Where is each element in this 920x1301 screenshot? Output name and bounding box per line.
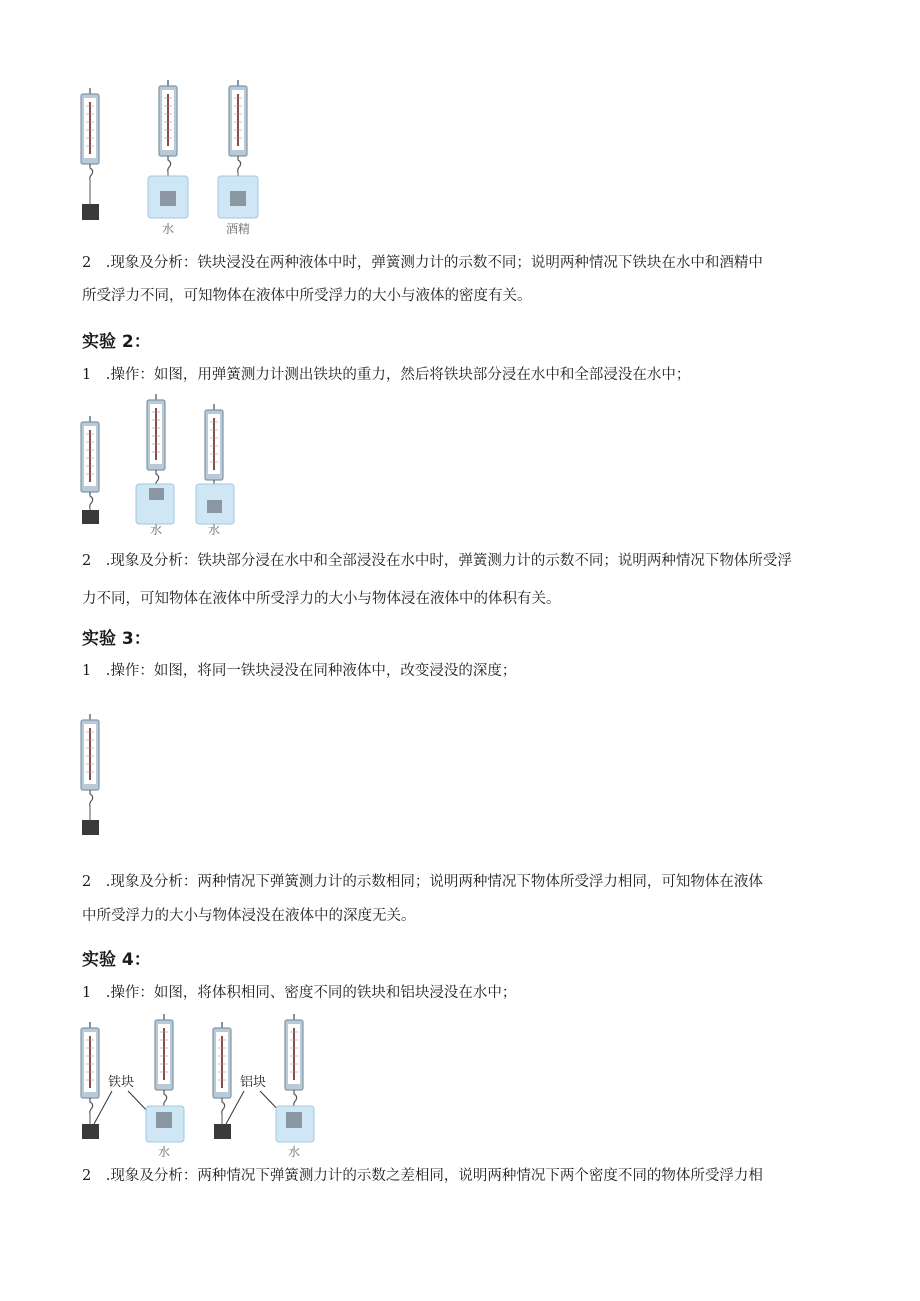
exp2-heading: 实验 2： [82, 332, 151, 352]
label-iron: 铁块 [108, 1075, 135, 1090]
exp3-analysis-line1: 2 .现象及分析：两种情况下弹簧测力计的示数相同；说明两种情况下物体所受浮力相同，可知物体在液体 [82, 874, 763, 890]
exp1-analysis-line2: 所受浮力不同，可知物体在液体中所受浮力的大小与液体的密度有关。 [82, 288, 532, 304]
exp2-figure [70, 392, 270, 542]
exp3-analysis-line2: 中所受浮力的大小与物体浸没在液体中的深度无关。 [82, 908, 416, 924]
exp3-figure [70, 712, 130, 842]
exp3-operation: 1 .操作：如图，将同一铁块浸没在同种液体中，改变浸没的深度； [82, 663, 517, 679]
label-aluminum: 铝块 [240, 1075, 267, 1090]
iron-block [82, 820, 99, 835]
exp1-analysis-line1: 2 .现象及分析：铁块浸没在两种液体中时，弹簧测力计的示数不同；说明两种情况下铁块在水中和酒精中 [82, 255, 763, 271]
exp4-operation: 1 .操作：如图，将体积相同、密度不同的铁块和铝块浸没在水中； [82, 985, 517, 1001]
exp2-operation: 1 .操作：如图，用弹簧测力计测出铁块的重力，然后将铁块部分浸在水中和全部浸没在水中； [82, 367, 691, 383]
exp2-analysis-line1: 2 .现象及分析：铁块部分浸在水中和全部浸没在水中时，弹簧测力计的示数不同；说明两种情况下物体所受浮 [82, 553, 792, 569]
iron-block [82, 510, 99, 524]
exp4-figure [70, 1012, 330, 1162]
label-water: 水 [158, 1145, 171, 1159]
label-water: 水 [208, 523, 221, 537]
iron-block-2 [214, 1124, 231, 1139]
exp3-heading: 实验 3： [82, 629, 151, 649]
exp1-figure [70, 78, 290, 240]
iron-block [82, 204, 99, 220]
exp2-analysis-line2: 力不同，可知物体在液体中所受浮力的大小与物体浸在液体中的体积有关。 [82, 591, 561, 607]
label-water: 水 [150, 523, 163, 537]
label-water: 水 [162, 222, 175, 236]
exp4-analysis-line1: 2 .现象及分析：两种情况下弹簧测力计的示数之差相同，说明两种情况下两个密度不同的物体所受浮力相 [82, 1168, 763, 1184]
label-water: 水 [288, 1145, 301, 1159]
exp4-heading: 实验 4： [82, 950, 151, 970]
label-alcohol: 酒精 [226, 222, 251, 236]
iron-block [82, 1124, 99, 1139]
